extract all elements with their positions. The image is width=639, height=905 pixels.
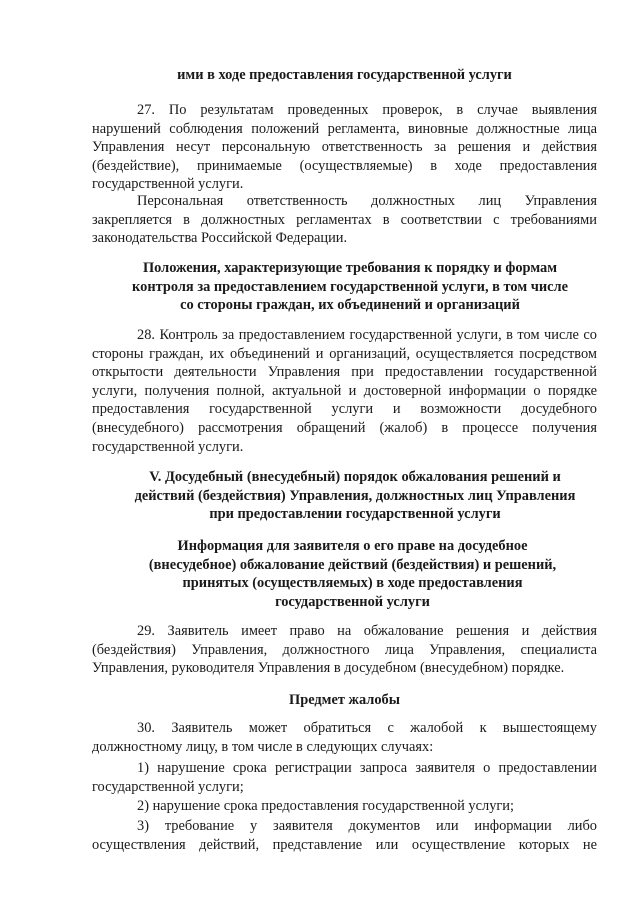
paragraph-27: 27. По результатам проведенных проверок, в случае выявления нарушений соблюдения положений регламента, виновные должностные лица Управления несут персональную ответственность за решения и действия (бездействие), принимаемые (осуществляемые) в ходе предоставления государственной услуги. (92, 102, 597, 193)
paragraph-28: 28. Контроль за предоставлением государственной услуги, в том числе со стороны граждан, их объединений и организаций, осуществляется посредством открытости деятельности Управления при предоставлении государственной услуги, получения полной, актуальной и достоверной информации о порядке предоставления государственной услуги и возможности досудебного (внесудебного) рассмотрения обращений (жалоб) в процессе получения государственной услуги. (92, 327, 597, 455)
heading-complaint-subject: Предмет жалобы (289, 692, 400, 708)
header-fragment: ими в ходе предоставления государственной услуги (177, 67, 512, 83)
list-item-3: 3) требование у заявителя документов или информации либо осуществления действий, представление или осуществление которых не (92, 818, 597, 853)
list-item-1: 1) нарушение срока регистрации запроса заявителя о предоставлении государственной услуги; (92, 760, 597, 795)
heading-appeal-info: Информация для заявителя о его праве на досудебное (внесудебное) обжалование действий (бездействия) и решений, принятых (осуществляемых) в ходе предоставления государственной услуги (148, 538, 557, 610)
section-v-heading: V. Досудебный (внесудебный) порядок обжалования решений и действий (бездействия) Управления, должностных лиц Управления при предоставлении государственной услуги (134, 469, 576, 523)
heading-control-requirements: Положения, характеризующие требования к порядку и формам контроля за предоставлением государственной услуги, в том числе со стороны граждан, их объединений и организаций (132, 260, 568, 314)
paragraph-27-responsibility: Персональная ответственность должностных лиц Управления закрепляется в должностных регламентах в соответствии с требованиями законодательства Российской Федерации. (92, 193, 597, 247)
paragraph-30: 30. Заявитель может обратиться с жалобой к вышестоящему должностному лицу, в том числе в следующих случаях: (92, 720, 597, 755)
list-item-2: 2) нарушение срока предоставления государственной услуги; (137, 798, 514, 814)
paragraph-29: 29. Заявитель имеет право на обжалование решения и действия (бездействия) Управления, должностного лица Управления, специалиста Управления, руководителя Управления в досудебном (внесудебном) порядке. (92, 623, 597, 677)
